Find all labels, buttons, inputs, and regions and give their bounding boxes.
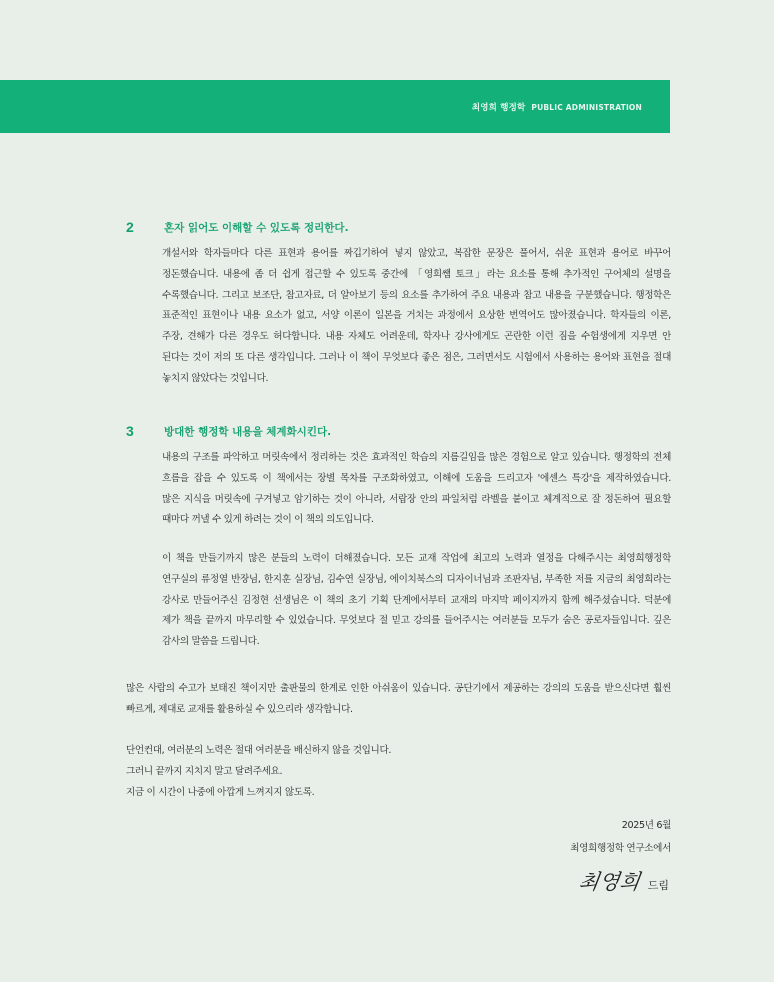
running-header <box>472 101 642 113</box>
header-band <box>0 80 670 133</box>
paragraph-line: 이 책을 만들기까지 많은 분들의 노력이 더해졌습니다. 모든 교재 작업에 최고의 노력과 열정을 다해주시는 최영희행정학 <box>162 553 671 564</box>
paragraph-line: 그러니 끝까지 지치지 말고 달려주세요. <box>126 765 283 777</box>
paragraph-line: 주장, 견해가 다른 경우도 허다합니다. 내용 자체도 어려운데, 학자나 강사에게도 곤란한 이런 짐을 수험생에게 지우면 안 <box>162 331 671 343</box>
header-title-ko: 최영희 행정학 <box>471 103 526 113</box>
signoff-date: 2025년 6월 <box>621 820 671 831</box>
paragraph-line: 감사의 말씀을 드립니다. <box>162 636 260 648</box>
paragraph-line: 강사로 만들어주신 김정현 선생님은 이 책의 초기 기획 단계에서부터 교재의 마지막 페이지까지 함께 해주셨습니다. 덕분에 <box>162 594 671 606</box>
header-title-en: PUBLIC ADMINISTRATION <box>531 103 642 112</box>
section-3-body <box>162 448 671 531</box>
paragraph-line: 많은 지식을 머릿속에 구겨넣고 암기하는 것이 아니라, 서랍장 안의 파일처럼 라벨을 붙이고 체계적으로 잘 정돈하여 필요할 <box>162 493 671 505</box>
signoff-place: 최영희행정학 연구소에서 <box>570 843 671 854</box>
closing-paragraph-2 <box>126 741 671 803</box>
handwritten-signature: 최영희 <box>577 870 642 894</box>
paragraph-line: 빠르게, 제대로 교재를 활용하실 수 있으리라 생각합니다. <box>126 703 353 715</box>
signature-block <box>579 866 669 896</box>
thanks-paragraph <box>162 549 671 653</box>
paragraph-line: 제가 책을 끝까지 마무리할 수 있었습니다. 무엇보다 절 믿고 강의를 들어주시는 여러분들 모두가 숨은 공로자들입니다. 깊은 <box>162 615 671 627</box>
section-2-number: 2 <box>126 219 134 235</box>
section-3-title: 방대한 행정학 내용을 체계화시킨다. <box>164 426 332 438</box>
paragraph-line: 된다는 것이 저의 또 다른 생각입니다. 그러나 이 책이 무엇보다 좋은 점은, 그러면서도 시험에서 사용하는 용어와 표현을 절대 <box>162 351 671 363</box>
paragraph-line: 수록했습니다. 그리고 보조단, 참고자료, 더 알아보기 등의 요소를 추가하여 주요 내용과 참고 내용을 구분했습니다. 행정학은 <box>162 289 671 301</box>
paragraph-line: 때마다 꺼낼 수 있게 하려는 것이 이 책의 의도입니다. <box>162 514 374 526</box>
paragraph-line: 놓치지 않았다는 것입니다. <box>162 372 269 384</box>
paragraph-line: 단언컨대, 여러분의 노력은 절대 여러분을 배신하지 않을 것입니다. <box>126 745 392 756</box>
section-2-title: 혼자 읽어도 이해할 수 있도록 정리한다. <box>164 222 349 234</box>
paragraph-line: 개설서와 학자들마다 다른 표현과 용어를 짜깁기하여 넣지 않았고, 복잡한 문장은 풀어서, 쉬운 표현과 용어로 바꾸어 <box>162 248 671 259</box>
paragraph-line: 정돈했습니다. 내용에 좀 더 쉽게 접근할 수 있도록 중간에 「영희쌤 토크」라는 요소를 통해 추가적인 구어체의 설명을 <box>162 268 671 280</box>
signature-suffix: 드림 <box>647 879 669 892</box>
paragraph-line: 지금 이 시간이 나중에 아깝게 느껴지지 않도록. <box>126 786 315 798</box>
section-2-body <box>162 244 671 390</box>
paragraph-line: 많은 사람의 수고가 보태진 책이지만 출판물의 한계로 인한 아쉬움이 있습니다. 공단기에서 제공하는 강의의 도움을 받으신다면 훨씬 <box>126 683 671 694</box>
paragraph-line: 내용의 구조를 파악하고 머릿속에서 정리하는 것은 효과적인 학습의 지름길임을 많은 경험으로 알고 있습니다. 행정학의 전체 <box>162 452 671 463</box>
paragraph-line: 연구실의 류정열 반장님, 한지훈 실장님, 김수연 실장님, 에이치북스의 디자이너님과 조판자님, 부족한 저를 지금의 최영희라는 <box>162 573 671 585</box>
paragraph-line: 표준적인 표현이나 내용 요소가 없고, 서양 이론이 일본을 거치는 과정에서 요상한 번역어도 많아졌습니다. 학자들의 이론, <box>162 310 671 322</box>
paragraph-line: 흐름을 잡을 수 있도록 이 책에서는 장별 목차를 구조화하였고, 이해에 도움을 드리고자 '에센스 특강'을 제작하였습니다. <box>162 472 671 484</box>
closing-paragraph-1 <box>126 679 671 721</box>
section-3-number: 3 <box>126 423 134 439</box>
